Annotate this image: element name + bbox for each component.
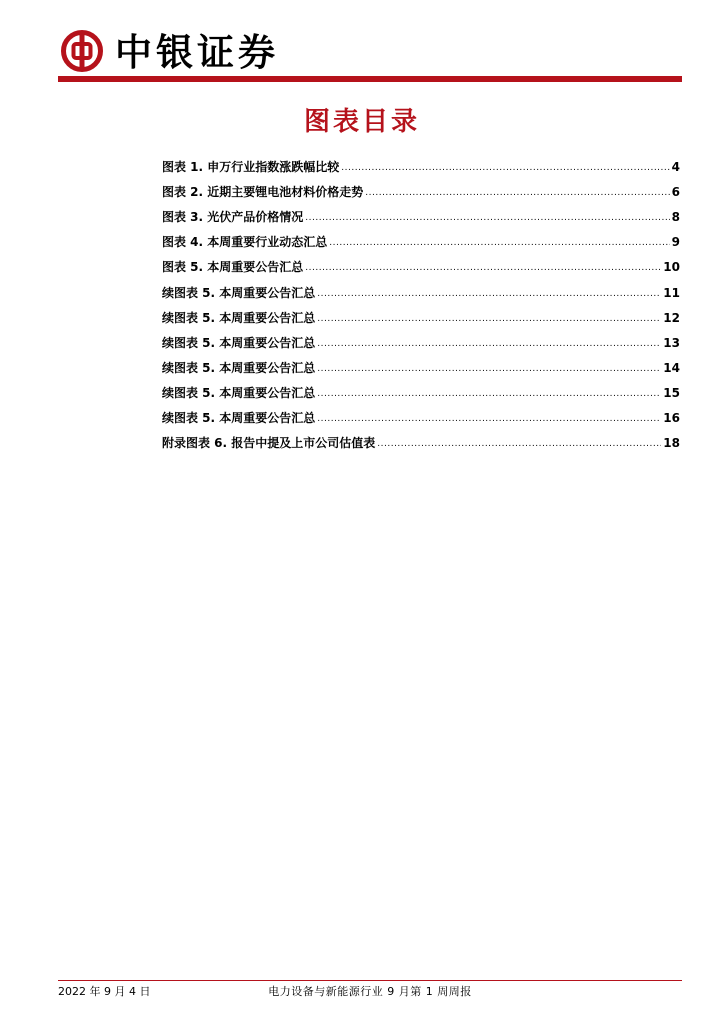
toc-entry-page-number[interactable]: 14 [663,360,680,375]
toc-entry-page-number[interactable]: 8 [671,210,680,225]
bank-of-china-logo-icon [60,29,104,73]
report-date: 2022 年 9 月 4 日 [58,985,151,998]
toc-entry[interactable] [162,225,680,250]
toc-dot-leader [341,161,669,175]
toc-entry-page-number[interactable]: 4 [671,160,680,175]
toc-entry-label[interactable]: 续图表 5. 本周重要公告汇总 [162,360,316,375]
toc-dot-leader [317,312,661,326]
report-name: 电力设备与新能源行业 9 月第 1 周周报 [268,985,472,998]
toc-entry-label[interactable]: 图表 4. 本周重要行业动态汇总 [162,235,328,250]
toc-dot-leader [305,261,661,275]
toc-entry-label[interactable]: 续图表 5. 本周重要公告汇总 [162,310,316,325]
toc-dot-leader [365,186,669,200]
company-name: 中银证券 [115,30,279,74]
toc-entry-label[interactable]: 图表 2. 近期主要锂电池材料价格走势 [162,185,364,200]
toc-entry-page-number[interactable]: 15 [663,385,680,400]
toc-entry-label[interactable]: 图表 1. 申万行业指数涨跌幅比较 [162,160,340,175]
header-divider [58,76,682,82]
toc-entry[interactable] [162,200,680,225]
toc-entry-page-number[interactable]: 13 [663,335,680,350]
toc-entry-page-number[interactable]: 10 [663,260,680,275]
toc-dot-leader [317,337,661,351]
toc-entry[interactable] [162,326,680,351]
toc-entry[interactable] [162,175,680,200]
toc-entry-page-number[interactable]: 11 [663,285,680,300]
toc-dot-leader [305,211,669,225]
toc-dot-leader [317,362,661,376]
toc-entry-label[interactable]: 附录图表 6. 报告中提及上市公司估值表 [162,436,376,451]
toc-entry[interactable] [162,150,680,175]
toc-dot-leader [317,287,661,301]
toc-entry[interactable] [162,275,680,300]
toc-dot-leader [377,437,661,451]
footer-divider [58,980,682,981]
toc-entry[interactable] [162,401,680,426]
page-header [0,0,724,90]
toc-dot-leader [317,387,661,401]
toc-entry-page-number[interactable]: 16 [663,411,680,426]
toc-entry-page-number[interactable]: 18 [663,436,680,451]
toc-entry-label[interactable]: 图表 3. 光伏产品价格情况 [162,210,304,225]
toc-entry[interactable] [162,376,680,401]
toc-entry-label[interactable]: 续图表 5. 本周重要公告汇总 [162,285,316,300]
toc-entry[interactable] [162,426,680,451]
toc-dot-leader [317,412,661,426]
toc-entry-page-number[interactable]: 9 [671,235,680,250]
toc-entry[interactable] [162,250,680,275]
toc-entry-label[interactable]: 图表 5. 本周重要公告汇总 [162,260,304,275]
toc-entry-label[interactable]: 续图表 5. 本周重要公告汇总 [162,411,316,426]
figure-table-of-contents [162,150,680,451]
toc-entry[interactable] [162,301,680,326]
toc-entry[interactable] [162,351,680,376]
toc-entry-label[interactable]: 续图表 5. 本周重要公告汇总 [162,385,316,400]
toc-entry-page-number[interactable]: 6 [671,185,680,200]
toc-entry-label[interactable]: 续图表 5. 本周重要公告汇总 [162,335,316,350]
toc-title: 图表目录 [303,107,420,137]
toc-entry-page-number[interactable]: 12 [663,310,680,325]
toc-dot-leader [329,236,669,250]
